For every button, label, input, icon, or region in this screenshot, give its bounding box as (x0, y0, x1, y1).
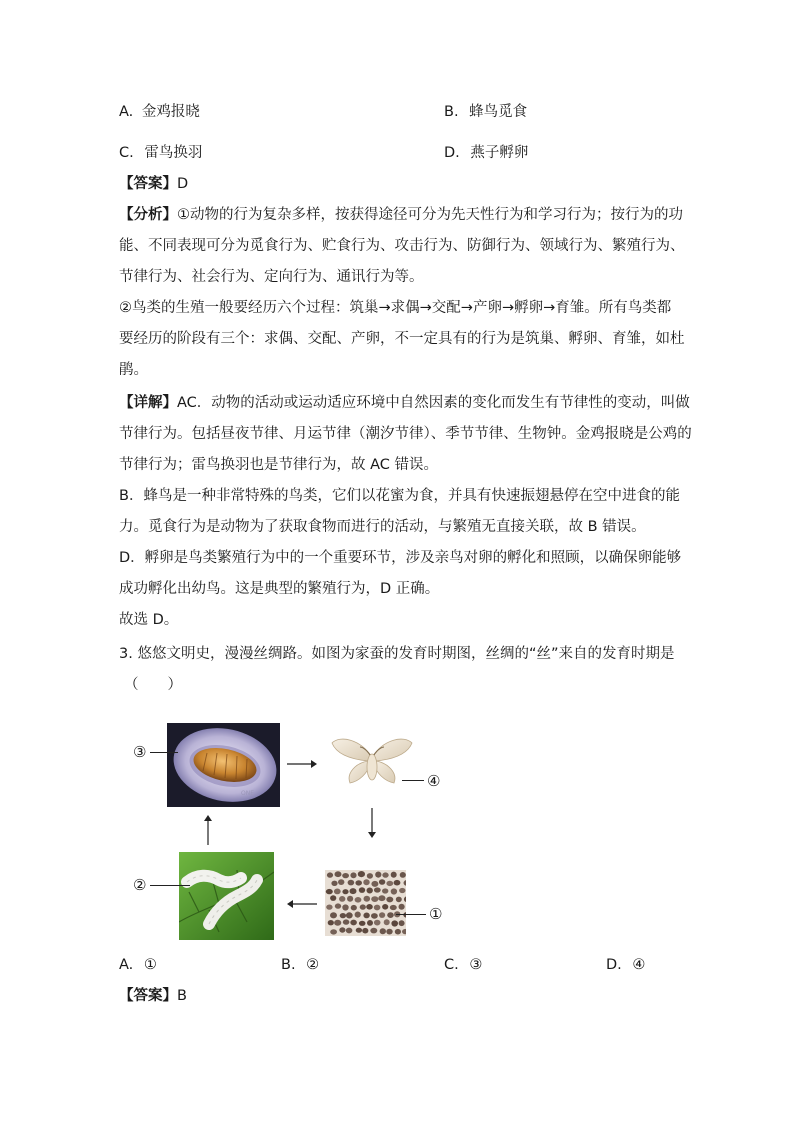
q2-option-letter: B. (444, 104, 459, 120)
detail-line-2: 节律行为。包括昼夜节律、月运节律（潮汐节律）、季节节律、生物钟。金鸡报晓是公鸡的 (119, 426, 692, 442)
q2-option-text: 燕子孵卵 (470, 145, 529, 161)
detail-text: AC．动物的活动或运动适应环境中自然因素的变化而发生有节律性的变动，叫做 (177, 395, 690, 411)
q2-option-b (444, 102, 527, 122)
q3-option-letter: D. (606, 957, 622, 973)
q2-answer (119, 174, 188, 194)
detail-tag: 【详解】 (119, 395, 177, 411)
q2-option-text: 蜂鸟觅食 (469, 104, 528, 120)
pupa-leader-line (150, 752, 178, 753)
q3-option-c (444, 955, 482, 975)
arrow-right-icon (287, 758, 317, 770)
q2-option-letter: A. (119, 104, 134, 120)
q2-option-d (444, 143, 528, 163)
q3-option-text: ④ (632, 957, 646, 973)
larva-leaf-image (179, 852, 274, 940)
q2-option-c (119, 143, 202, 163)
q3-option-letter: C. (444, 957, 459, 973)
detail-line-1 (119, 393, 690, 413)
q2-option-letter: D. (444, 145, 460, 161)
detail-line-7: 成功孵化出幼鸟。这是典型的繁殖行为，D 正确。 (119, 581, 440, 597)
q3-stem-line-1: 3. 悠悠文明史，漫漫丝绸路。如图为家蚕的发育时期图，丝绸的“丝”来自的发育时期是 (119, 646, 675, 662)
q3-stem-line-2: （ ） (124, 677, 182, 693)
analysis-line-3: 节律行为、社会行为、定向行为、通讯行为等。 (119, 269, 424, 285)
eggs-leader-line (396, 914, 426, 915)
eggs-image (325, 870, 406, 936)
q2-option-text: 金鸡报晓 (141, 104, 200, 120)
svg-text:ONE: ONE (241, 790, 255, 797)
answer-value: B (177, 988, 187, 1004)
detail-line-4: B．蜂鸟是一种非常特殊的鸟类，它们以花蜜为食，并具有快速振翅悬停在空中进食的能 (119, 488, 680, 504)
q3-option-text: ② (306, 957, 320, 973)
detail-line-5: 力。觅食行为是动物为了获取食物而进行的活动，与繁殖无直接关联，故 B 错误。 (119, 519, 646, 535)
q3-option-a (119, 955, 157, 975)
q3-option-letter: B. (281, 957, 296, 973)
label-pupa: ③ (133, 743, 147, 761)
analysis-line-1 (119, 205, 683, 225)
answer-tag: 【答案】 (119, 176, 177, 192)
q3-option-text: ① (143, 957, 157, 973)
detail-line-6: D．孵卵是鸟类繁殖行为中的一个重要环节，涉及亲鸟对卵的孵化和照顾，以确保卵能够 (119, 550, 682, 566)
label-moth: ④ (427, 772, 441, 790)
detail-line-8: 故选 D。 (119, 612, 179, 628)
q3-option-d (606, 955, 645, 975)
analysis-line-4: ②鸟类的生殖一般要经历六个过程：筑巢→求偶→交配→产卵→孵卵→育雏。所有鸟类都 (119, 300, 672, 316)
arrow-left-icon (287, 898, 317, 910)
q3-option-letter: A. (119, 957, 134, 973)
answer-tag: 【答案】 (119, 988, 177, 1004)
arrow-up-icon (202, 815, 214, 845)
analysis-tag: 【分析】 (119, 207, 177, 223)
q2-option-text: 雷鸟换羽 (144, 145, 203, 161)
analysis-text: ①动物的行为复杂多样，按获得途径可分为先天性行为和学习行为；按行为的功 (177, 207, 683, 223)
analysis-line-2: 能、不同表现可分为觅食行为、贮食行为、攻击行为、防御行为、领域行为、繁殖行为、 (119, 238, 685, 254)
q2-option-letter: C. (119, 145, 134, 161)
q3-option-text: ③ (469, 957, 483, 973)
larva-leader-line (150, 885, 190, 886)
q3-answer (119, 986, 187, 1006)
label-larva: ② (133, 876, 147, 894)
analysis-line-5: 要经历的阶段有三个：求偶、交配、产卵，不一定具有的行为是筑巢、孵卵、育雏，如杜 (119, 331, 685, 347)
moth-image (330, 733, 414, 793)
label-eggs: ① (429, 905, 443, 923)
detail-line-3: 节律行为；雷鸟换羽也是节律行为，故 AC 错误。 (119, 457, 439, 473)
answer-value: D (177, 176, 189, 192)
moth-leader-line (402, 780, 424, 781)
q3-option-b (281, 955, 319, 975)
analysis-line-6: 鹃。 (119, 362, 148, 378)
pupa-cocoon-image (167, 723, 280, 807)
q2-option-a (119, 102, 200, 122)
arrow-down-icon (366, 808, 378, 838)
